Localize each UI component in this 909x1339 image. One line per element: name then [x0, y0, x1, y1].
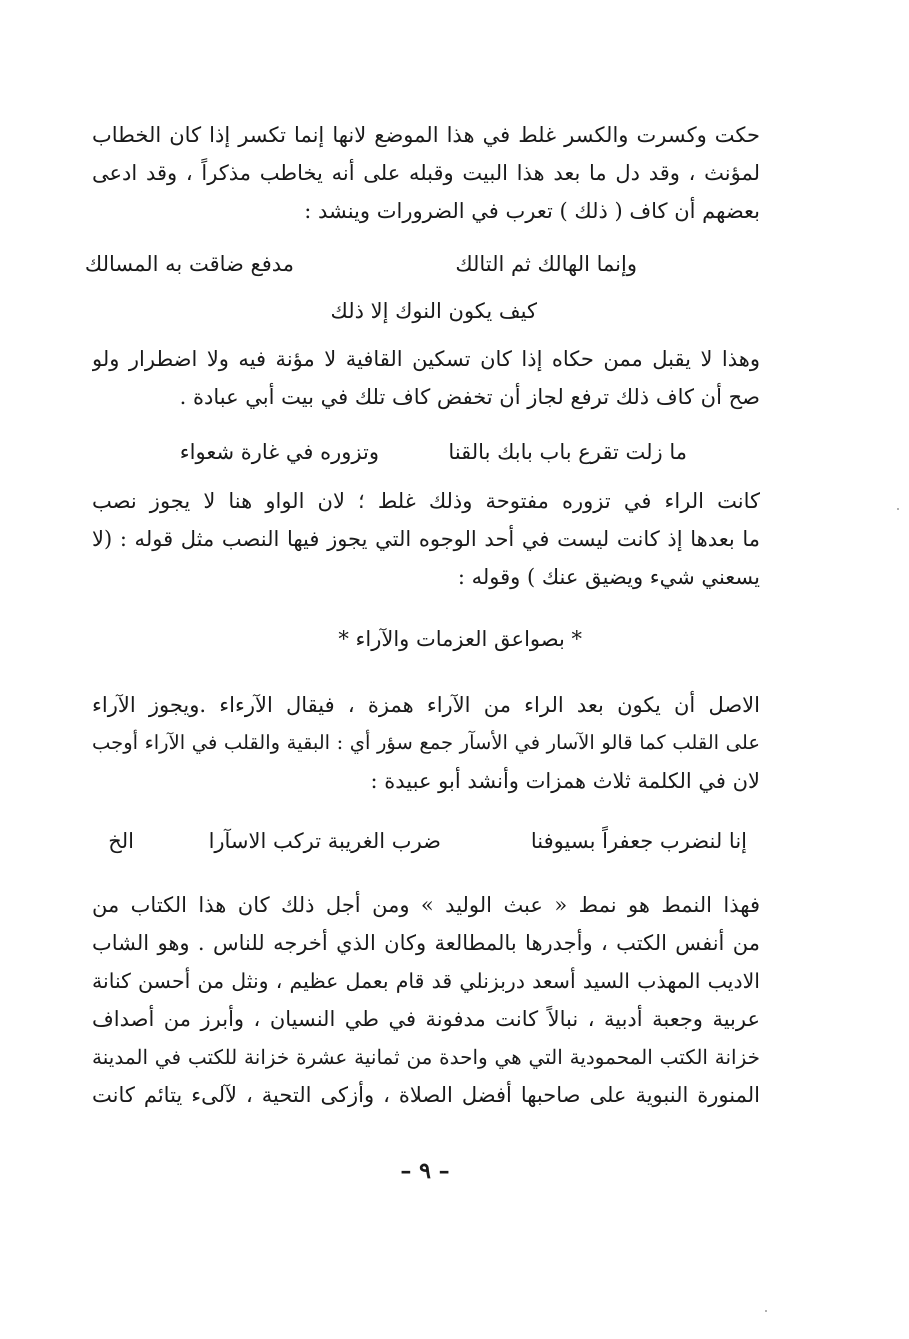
verse-5-second-hemistich: ضرب الغريبة تركب الاسآرا	[208, 829, 441, 853]
paragraph-1-line-1: حكت وكسرت والكسر غلط في هذا الموضع لانها إنما تكسر إذا كان الخطاب	[92, 123, 760, 147]
paragraph-5-line-5: خزانة الكتب المحمودية التي هي واحدة من ثمانية عشرة خزانة للكتب في المدينة	[92, 1045, 760, 1069]
paragraph-5-line-1: فهذا النمط هو نمط « عبث الوليد » ومن أجل ذلك كان هذا الكتاب من	[92, 893, 760, 917]
paragraph-3	[92, 482, 760, 596]
paragraph-3-line-1: كانت الراء في تزوره مفتوحة وذلك غلط ؛ لان الواو هنا لا يجوز نصب	[92, 489, 760, 513]
paragraph-4-line-2: على القلب كما قالو الآسار في الأسآر جمع سؤر أي : البقية والقلب في الآراء أوجب	[92, 731, 760, 754]
paragraph-5-line-2: من أنفس الكتب ، وأجدرها بالمطالعة وكان الذي أخرجه للناس . وهو الشاب	[92, 931, 760, 955]
verse-5-first-hemistich: إنا لنضرب جعفراً بسيوفنا	[530, 829, 747, 853]
paragraph-1-line-2: لمؤنث ، وقد دل ما بعد هذا البيت وقبله على أنه يخاطب مذكراً ، وقد ادعى	[92, 161, 760, 185]
verse-4-line: * بصواعق العزمات والآراء *	[338, 627, 582, 651]
paragraph-1-line-3: بعضهم أن كاف ( ذلك ) تعرب في الضرورات وينشد :	[304, 199, 760, 223]
scan-speck	[897, 508, 899, 510]
paragraph-2-line-2: صح أن كاف ذلك ترفع لجاز أن تخفض كاف تلك في بيت أبي عبادة .	[179, 385, 760, 409]
verse-3-first-hemistich: ما زلت تقرع باب بابك بالقنا	[448, 440, 687, 464]
paragraph-5-line-3: الاديب المهذب السيد أسعد دربزنلي قد قام بعمل عظيم ، ونثل من أحسن كنانة	[92, 969, 760, 993]
paragraph-4-line-3: لان في الكلمة ثلاث همزات وأنشد أبو عبيدة :	[370, 769, 760, 793]
paragraph-4-line-1: الاصل أن يكون بعد الراء من الآراء همزة ، فيقال الآرءاء .ويجوز الآراء	[92, 693, 760, 717]
scan-speck	[765, 1310, 767, 1312]
paragraph-4	[92, 686, 760, 800]
verse-3-second-hemistich: وتزوره في غارة شعواء	[179, 440, 379, 464]
paragraph-5	[92, 886, 760, 1114]
paragraph-3-line-2: ما بعدها إذ كانت ليست في أحد الوجوه التي يجوز فيها النصب مثل قوله : (لا	[92, 527, 760, 551]
paragraph-2-line-1: وهذا لا يقبل ممن حكاه إذا كان تسكين القافية لا مؤنة فيه ولا اضطرار ولو	[92, 347, 760, 371]
paragraph-5-line-4: عربية وجعبة أدبية ، نبالاً كانت مدفونة في طي النسيان ، وأبرز من أصداف	[92, 1007, 760, 1031]
page-number: – ٩ –	[400, 1158, 450, 1184]
paragraph-1	[92, 116, 760, 230]
paragraph-5-line-6: المنورة النبوية على صاحبها أفضل الصلاة ، وأزكى التحية ، لآلىء يتائم كانت	[92, 1083, 760, 1107]
verse-1-first-hemistich: وإنما الهالك ثم التالك	[455, 252, 637, 276]
verse-5-etc: الخ	[108, 829, 134, 853]
verse-2-line: كيف يكون النوك إلا ذلك	[330, 299, 537, 323]
paragraph-3-line-3: يسعني شيء ويضيق عنك ) وقوله :	[457, 565, 760, 589]
verse-1-second-hemistich: مدفع ضاقت به المسالك	[84, 252, 294, 276]
paragraph-2	[92, 340, 760, 416]
